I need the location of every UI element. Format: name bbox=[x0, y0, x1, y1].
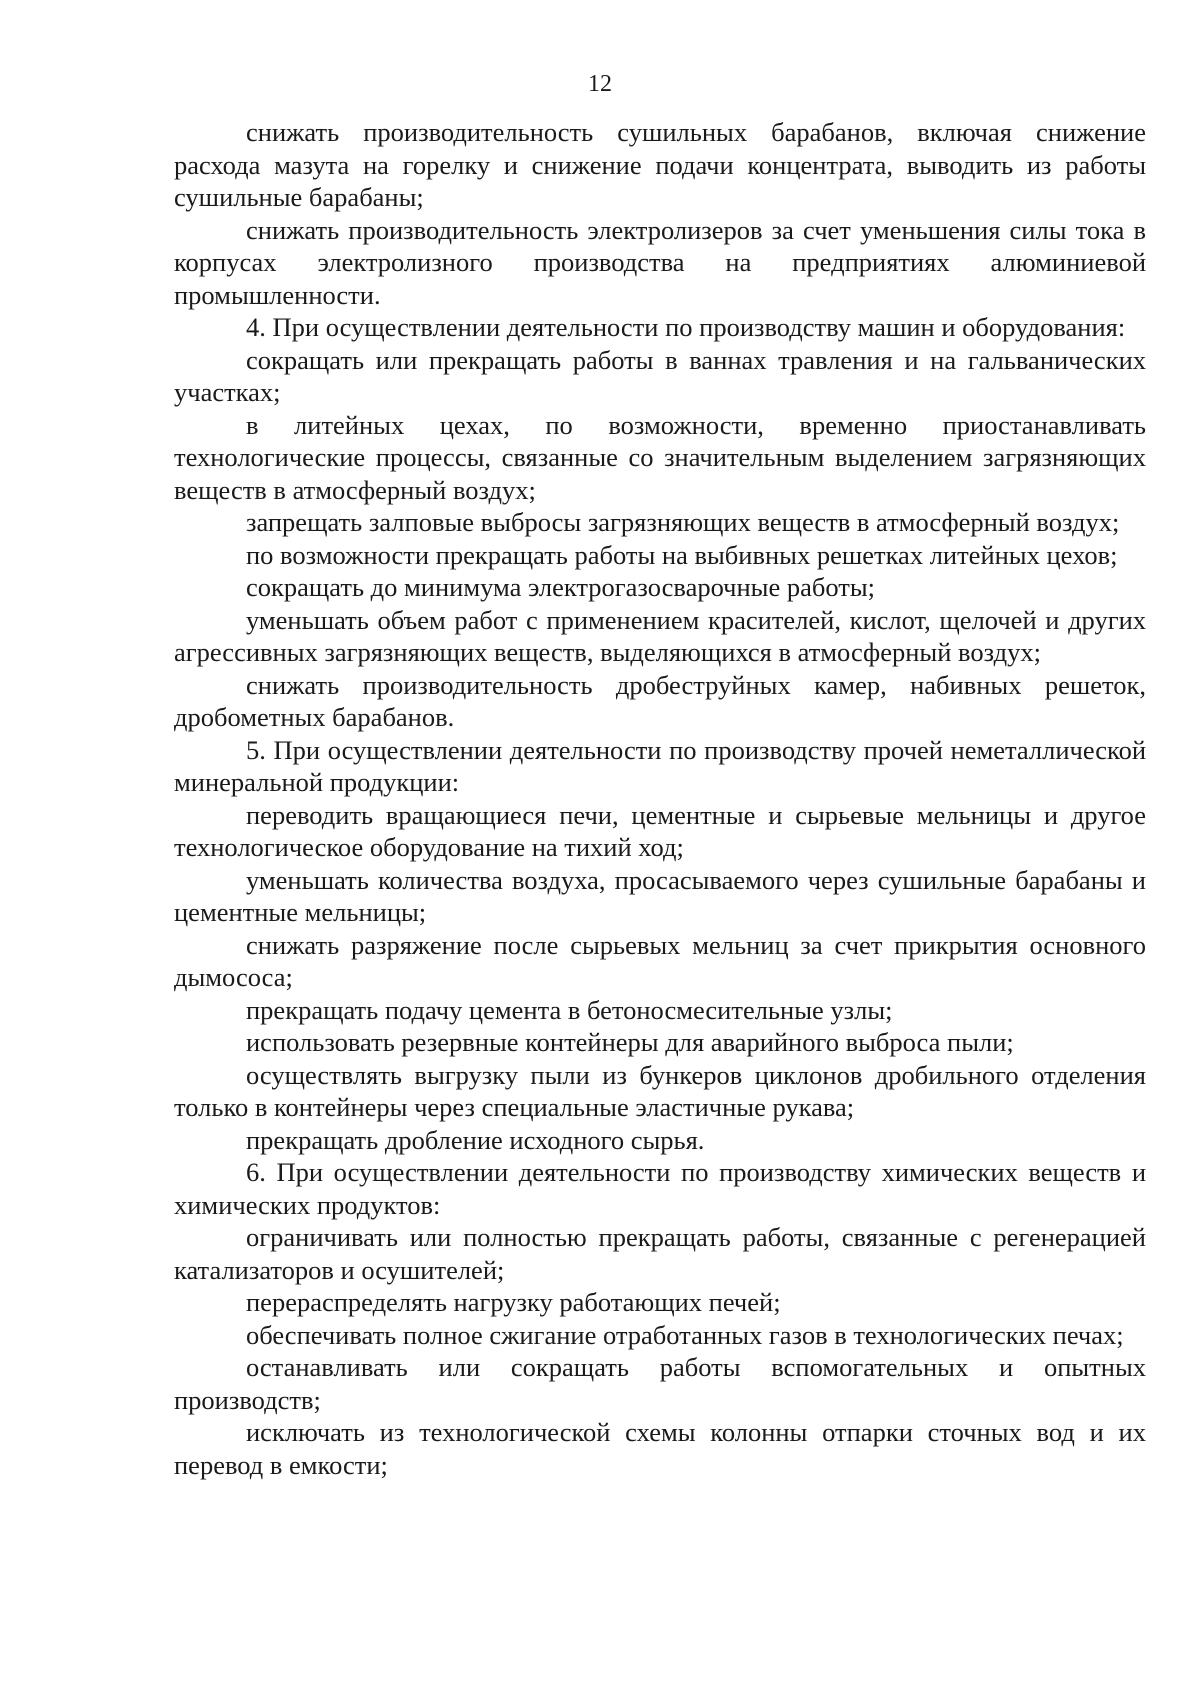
paragraph: уменьшать количества воздуха, просасываемого через сушильные барабаны и цементные мельницы; bbox=[174, 864, 1146, 927]
paragraph: снижать разряжение после сырьевых мельниц за счет прикрытия основного дымососа; bbox=[174, 929, 1146, 992]
paragraph: прекращать дробление исходного сырья. bbox=[246, 1124, 705, 1155]
paragraph: уменьшать объем работ с применением красителей, кислот, щелочей и других агрессивных загрязняющих веществ, выделяющихся в атмосферный воздух; bbox=[174, 604, 1146, 667]
paragraph: обеспечивать полное сжигание отработанных газов в технологических печах; bbox=[246, 1319, 1124, 1350]
paragraph: 4. При осуществлении деятельности по производству машин и оборудования: bbox=[246, 312, 1126, 342]
paragraph: прекращать подачу цемента в бетоносмесительные узлы; bbox=[246, 994, 893, 1025]
paragraph: 6. При осуществлении деятельности по производству химических веществ и химических продуктов: bbox=[174, 1157, 1146, 1220]
paragraph: по возможности прекращать работы на выбивных решетках литейных цехов; bbox=[246, 539, 1118, 570]
paragraph: снижать производительность дробеструйных камер, набивных решеток, дробометных барабанов. bbox=[174, 669, 1146, 732]
paragraph: использовать резервные контейнеры для аварийного выброса пыли; bbox=[246, 1027, 1014, 1057]
paragraph: в литейных цехах, по возможности, временно приостанавливать технологические процессы, связанные со значительным выделением загрязняющих веществ в атмосферный воздух; bbox=[174, 409, 1146, 505]
paragraph: переводить вращающиеся печи, цементные и сырьевые мельницы и другое технологическое оборудование на тихий ход; bbox=[174, 799, 1146, 862]
paragraph: сокращать до минимума электрогазосварочные работы; bbox=[246, 572, 875, 602]
paragraph: снижать производительность сушильных барабанов, включая снижение расхода мазута на горелку и снижение подачи концентрата, выводить из работы сушильные барабаны; bbox=[174, 117, 1146, 212]
document-body bbox=[174, 116, 1146, 1481]
paragraph: осуществлять выгрузку пыли из бункеров циклонов дробильного отделения только в контейнеры через специальные эластичные рукава; bbox=[174, 1059, 1146, 1122]
paragraph: ограничивать или полностью прекращать работы, связанные с регенерацией катализаторов и осушителей; bbox=[174, 1222, 1146, 1285]
paragraph: запрещать залповые выбросы загрязняющих веществ в атмосферный воздух; bbox=[246, 507, 1120, 537]
page-number: 12 bbox=[588, 71, 612, 97]
paragraph: перераспределять нагрузку работающих печей; bbox=[246, 1287, 781, 1317]
paragraph: исключать из технологической схемы колонны отпарки сточных вод и их перевод в емкости; bbox=[174, 1417, 1146, 1480]
paragraph: снижать производительность электролизеров за счет уменьшения силы тока в корпусах электролизного производства на предприятиях алюминиевой промышленности. bbox=[174, 214, 1146, 310]
paragraph: останавливать или сокращать работы вспомогательных и опытных производств; bbox=[174, 1352, 1146, 1415]
paragraph: сокращать или прекращать работы в ваннах травления и на гальванических участках; bbox=[174, 344, 1146, 407]
paragraph: 5. При осуществлении деятельности по производству прочей неметаллической минеральной продукции: bbox=[174, 734, 1146, 797]
